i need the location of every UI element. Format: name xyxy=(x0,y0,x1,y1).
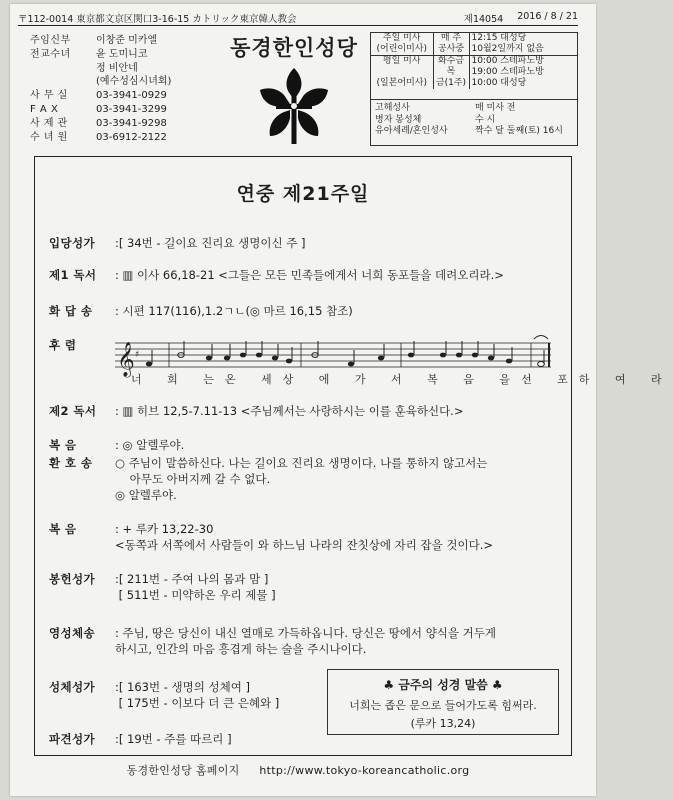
sacrament-schedule xyxy=(371,99,577,141)
hymn-line: :[ 211번 - 주여 나의 몸과 맘 ] xyxy=(115,572,269,586)
contact-row: 수 녀 원 03-6912-2122 xyxy=(30,131,167,143)
footer xyxy=(18,762,578,778)
second-reading: 제2 독서 : ▥ 히브 12,5-7.11-13 <주님께서는 사랑하시는 이를 훈육하신다.> xyxy=(49,404,464,418)
antiphon-line: : 주님, 땅은 당신이 내신 열매로 가득하옵니다. 당신은 땅에서 양식을 거두게 xyxy=(115,626,497,640)
first-reading: 제1 독서 : ▥ 이사 66,18-21 <그들은 모든 민족들에게서 너희 동포들을 데려오리라.> xyxy=(49,268,504,282)
communion-antiphon: 영성체송 : 주님, 땅은 당신이 내신 열매로 가득하옵니다. 당신은 땅에서 양식을 거두게 하시고, 인간의 마음 흥겹게 하는 술을 주시나이다. xyxy=(49,626,497,656)
contact-row: 사 무 실 03-3941-0929 xyxy=(30,90,167,102)
contact-row: F A X 03-3941-3299 xyxy=(30,103,167,115)
church-name: 동경한인성당 xyxy=(230,35,358,60)
sacrament-row: 유아세례/혼인성사 짝수 달 둘째(토) 16시 xyxy=(375,126,563,136)
weekly-verse-text: 너희는 좁은 문으로 들어가도록 힘써라. xyxy=(349,699,537,712)
responsorial-psalm: 화 답 송 : 시편 117(116),1.2ㄱㄴ(◎ 마르 16,15 참조) xyxy=(49,304,353,318)
issue-number: 제14054 xyxy=(463,13,504,25)
antiphon-line: 하시고, 인간의 마음 흥겹게 하는 술을 주시나이다. xyxy=(115,642,367,656)
sacrament-row: 고해성사 매 미사 전 xyxy=(375,103,516,113)
church-logo-block xyxy=(214,32,374,150)
gospel-acclamation-heading: 복 음 : ◎ 알렐루야. xyxy=(49,438,185,452)
schedule-row: (일본어미사) 금(1주) 10:00 대성당 xyxy=(371,78,577,89)
acclamation-line: ○ 주님이 말씀하신다. 나는 길이요 진리요 생명이다. 나를 통하지 않고서는 xyxy=(115,456,488,470)
gospel-line: : + 루카 13,22-30 xyxy=(115,522,214,536)
hymn-line: [ 511번 - 미약하온 우리 제물 ] xyxy=(115,588,276,602)
homepage-link[interactable]: http://www.tokyo-koreancatholic.org xyxy=(259,764,470,777)
schedule-row: 평일 미사 화수금 10:00 스테파노방 xyxy=(371,56,577,68)
svg-text:𝄞: 𝄞 xyxy=(117,342,135,377)
issue-date: 2016 / 8 / 21 xyxy=(517,10,578,22)
mass-schedule xyxy=(370,32,578,146)
offertory-hymn: 봉헌성가 :[ 211번 - 주여 나의 몸과 맘 ] [ 511번 - 미약하온 우리 제물 ] xyxy=(49,572,276,602)
entrance-hymn: 입당성가 :[ 34번 - 길이요 진리요 생명이신 주 ] xyxy=(49,236,306,250)
contact-row: (예수성심시녀회) xyxy=(96,76,172,88)
refrain-lyrics: 너 희 는온 세상 에 가 서 복 음 을선 포하 여 라 xyxy=(131,373,673,386)
cherry-blossom-cross-emblem-icon xyxy=(252,66,336,146)
refrain-label-row: 후 렴 xyxy=(49,338,77,352)
contact-row: 사 제 관 03-3941-9298 xyxy=(30,117,167,129)
acclamation-line: ◎ 알렐루야. xyxy=(115,488,177,502)
schedule-row: 주일 미사 매 주 12:15 대성당 xyxy=(371,33,577,44)
gospel-line: <동쪽과 서쪽에서 사람들이 와 하느님 나라의 잔칫상에 자리 잡을 것이다.> xyxy=(115,538,493,552)
contact-row: 주임신부 이창준 미카엘 xyxy=(30,35,158,46)
acclamation-line: 아무도 아버지께 갈 수 없다. xyxy=(115,472,271,486)
weekly-verse-box xyxy=(327,669,559,735)
schedule-row: (어린이미사) 공사중 10월2일까지 없음 xyxy=(371,44,577,56)
acclamation: 환 호 송 ○ 주님이 말씀하신다. 나는 길이요 진리요 생명이다. 나를 통하지 않고서는 아무도 아버지께 갈 수 없다. ◎ 알렐루야. xyxy=(49,456,488,502)
sacrament-row: 병자 봉성체 수 시 xyxy=(375,114,496,125)
gospel-reading: 복 음 : + 루카 13,22-30 <동쪽과 서쪽에서 사람들이 와 하느님 나라의 잔칫상에 자리 잡을 것이다.> xyxy=(49,522,493,552)
hymn-line: [ 175번 - 이보다 더 큰 은혜와 ] xyxy=(115,696,280,710)
schedule-table xyxy=(371,33,577,89)
contact-row: 정 비안네 xyxy=(96,62,138,74)
footer-church-name: 동경한인성당 홈페이지 xyxy=(126,764,240,777)
weekly-verse-heading: ♣ 금주의 성경 말씀 ♣ xyxy=(383,678,503,692)
recessional-hymn: 파견성가 :[ 19번 - 주를 따르리 ] xyxy=(49,732,232,746)
weekly-verse-ref: (루카 13,24) xyxy=(410,717,476,730)
communion-hymn: 성체성가 :[ 163번 - 생명의 성체여 ] [ 175번 - 이보다 더 큰 은혜와 ] xyxy=(49,680,280,710)
schedule-row: 목 19:00 스테파노방 xyxy=(371,67,577,78)
contact-list xyxy=(30,34,171,144)
church-address: 〒112-0014 東京都文京区関口3-16-15 カトリック東京韓人教会 xyxy=(18,13,297,25)
liturgy-box xyxy=(34,156,673,756)
contact-row: 전교수녀 윤 도미니코 xyxy=(30,48,148,60)
svg-text:♯: ♯ xyxy=(135,350,140,360)
top-info-bar xyxy=(18,10,578,26)
hymn-line: :[ 163번 - 생명의 성체여 ] xyxy=(115,680,250,694)
liturgy-title: 연중 제21주일 xyxy=(236,183,370,205)
header xyxy=(18,28,578,150)
